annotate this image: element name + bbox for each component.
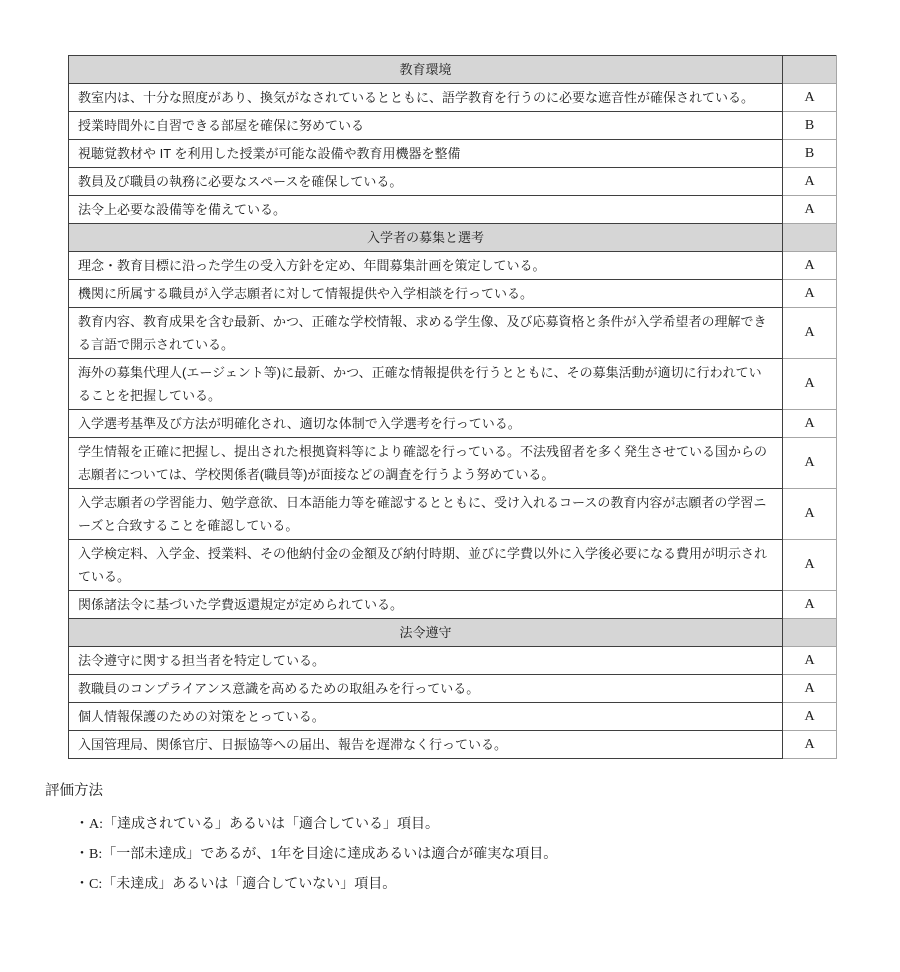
rating-value: A (783, 84, 837, 112)
section-title: 教育環境 (69, 56, 783, 84)
criteria-row (69, 280, 837, 308)
criteria-text: 教室内は、十分な照度があり、換気がなされているとともに、語学教育を行うのに必要な遮音性が確保されている。 (69, 84, 783, 112)
criteria-text: 学生情報を正確に把握し、提出された根拠資料等により確認を行っている。不法残留者を多く発生させている国からの志願者については、学校関係者(職員等)が面接などの調査を行うよう努めている。 (69, 438, 783, 489)
rating-value: B (783, 112, 837, 140)
criteria-row (69, 308, 837, 359)
rating-value: A (783, 591, 837, 619)
criteria-text: 授業時間外に自習できる部屋を確保に努めている (69, 112, 783, 140)
criteria-text: 教育内容、教育成果を含む最新、かつ、正確な学校情報、求める学生像、及び応募資格と条件が入学希望者の理解できる言語で開示されている。 (69, 308, 783, 359)
legend-item-c: ・C:「未達成」あるいは「適合していない」項目。 (75, 877, 397, 892)
criteria-text: 法令遵守に関する担当者を特定している。 (69, 647, 783, 675)
criteria-text: 入学志願者の学習能力、勉学意欲、日本語能力等を確認するとともに、受け入れるコースの教育内容が志願者の学習ニーズと合致することを確認している。 (69, 489, 783, 540)
criteria-row (69, 252, 837, 280)
criteria-text: 入学検定料、入学金、授業料、その他納付金の金額及び納付時期、並びに学費以外に入学後必要になる費用が明示されている。 (69, 540, 783, 591)
criteria-text: 機関に所属する職員が入学志願者に対して情報提供や入学相談を行っている。 (69, 280, 783, 308)
criteria-row (69, 410, 837, 438)
rating-value: A (783, 308, 837, 359)
rating-value: A (783, 675, 837, 703)
legend-item-a: ・A:「達成されている」あるいは「適合している」項目。 (75, 817, 439, 832)
rating-value: A (783, 168, 837, 196)
criteria-text: 教職員のコンプライアンス意識を高めるための取組みを行っている。 (69, 675, 783, 703)
rating-value: A (783, 359, 837, 410)
rating-value: B (783, 140, 837, 168)
criteria-row (69, 84, 837, 112)
criteria-row (69, 591, 837, 619)
evaluation-method-title: 評価方法 (45, 783, 103, 799)
section-rating-cell (783, 56, 837, 84)
section-header-row (69, 619, 837, 647)
section-header-row (69, 56, 837, 84)
rating-value: A (783, 280, 837, 308)
rating-value: A (783, 703, 837, 731)
rating-value: A (783, 410, 837, 438)
criteria-text: 法令上必要な設備等を備えている。 (69, 196, 783, 224)
criteria-row (69, 489, 837, 540)
criteria-text: 教員及び職員の執務に必要なスペースを確保している。 (69, 168, 783, 196)
section-title: 入学者の募集と選考 (69, 224, 783, 252)
section-rating-cell (783, 224, 837, 252)
rating-value: A (783, 252, 837, 280)
criteria-text: 入学選考基準及び方法が明確化され、適切な体制で入学選考を行っている。 (69, 410, 783, 438)
criteria-text: 関係諸法令に基づいた学費返還規定が定められている。 (69, 591, 783, 619)
rating-value: A (783, 540, 837, 591)
section-rating-cell (783, 619, 837, 647)
criteria-row (69, 438, 837, 489)
criteria-row (69, 703, 837, 731)
evaluation-method-section (45, 781, 900, 900)
criteria-row (69, 168, 837, 196)
criteria-text: 海外の募集代理人(エージェント等)に最新、かつ、正確な情報提供を行うとともに、その募集活動が適切に行われていることを把握している。 (69, 359, 783, 410)
criteria-text: 理念・教育目標に沿った学生の受入方針を定め、年間募集計画を策定している。 (69, 252, 783, 280)
rating-value: A (783, 196, 837, 224)
criteria-row (69, 647, 837, 675)
criteria-table (68, 55, 837, 759)
criteria-table-body (69, 56, 837, 759)
criteria-row (69, 731, 837, 759)
criteria-text: 入国管理局、関係官庁、日振協等への届出、報告を遅滞なく行っている。 (69, 731, 783, 759)
criteria-row (69, 112, 837, 140)
rating-value: A (783, 489, 837, 540)
rating-value: A (783, 731, 837, 759)
section-title: 法令遵守 (69, 619, 783, 647)
legend-item-b: ・B:「一部未達成」であるが、1年を目途に達成あるいは適合が確実な項目。 (75, 847, 558, 862)
criteria-text: 視聴覚教材や IT を利用した授業が可能な設備や教育用機器を整備 (69, 140, 783, 168)
criteria-row (69, 196, 837, 224)
criteria-text: 個人情報保護のための対策をとっている。 (69, 703, 783, 731)
section-header-row (69, 224, 837, 252)
rating-value: A (783, 647, 837, 675)
criteria-row (69, 675, 837, 703)
criteria-row (69, 140, 837, 168)
document-page (0, 55, 900, 972)
criteria-row (69, 540, 837, 591)
criteria-row (69, 359, 837, 410)
rating-value: A (783, 438, 837, 489)
